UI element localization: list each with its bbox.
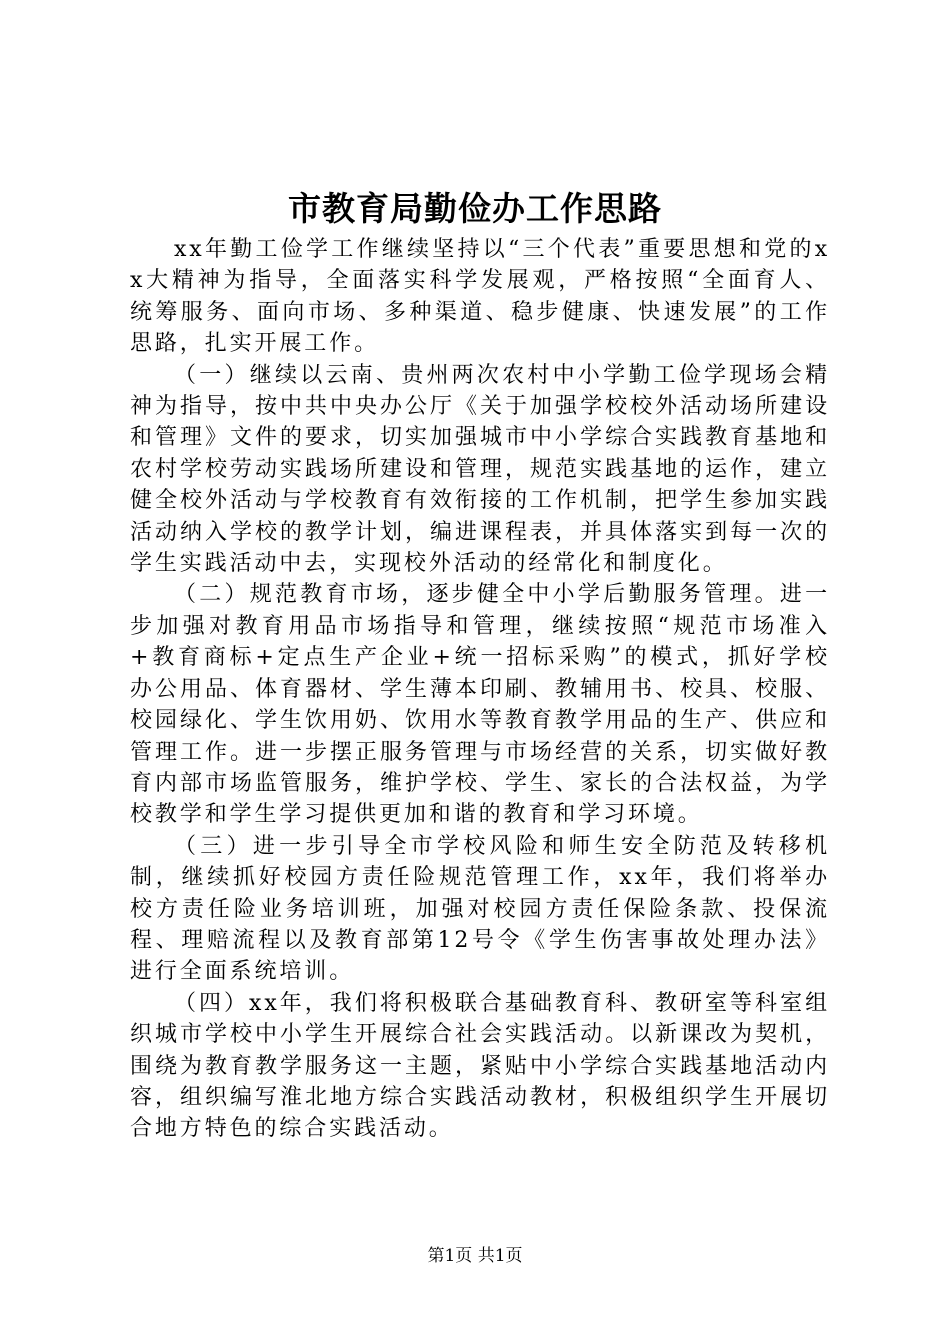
document-body	[130, 234, 830, 1145]
paragraph-intro: xx年勤工俭学工作继续坚持以“三个代表”重要思想和党的xx大精神为指导，全面落实科学发展观，严格按照“全面育人、统筹服务、面向市场、多种渠道、稳步健康、快速发展”的工作思路，扎实开展工作。	[130, 237, 830, 357]
paragraph-section-3: （三）进一步引导全市学校风险和师生安全防范及转移机制，继续抓好校园方责任险规范管理工作，xx年，我们将举办校方责任险业务培训班，加强对校园方责任保险条款、投保流程、理赔流程以及教育部第12号令《学生伤害事故处理办法》进行全面系统培训。	[130, 833, 830, 985]
document-title: 市教育局勤俭办工作思路	[288, 189, 662, 228]
paragraph-section-4: （四）xx年，我们将积极联合基础教育科、教研室等科室组织城市学校中小学生开展综合社会实践活动。以新课改为契机，围绕为教育教学服务这一主题，紧贴中小学综合实践基地活动内容，组织编写淮北地方综合实践活动教材，积极组织学生开展切合地方特色的综合实践活动。	[130, 990, 830, 1142]
paragraph-section-2: （二）规范教育市场，逐步健全中小学后勤服务管理。进一步加强对教育用品市场指导和管理，继续按照“规范市场准入+教育商标+定点生产企业+统一招标采购”的模式，抓好学校办公用品、体育器材、学生薄本印刷、教辅用书、校具、校服、校园绿化、学生饮用奶、饮用水等教育教学用品的生产、供应和管理工作。进一步摆正服务管理与市场经营的关系，切实做好教育内部市场监管服务，维护学校、学生、家长的合法权益，为学校教学和学生学习提供更加和谐的教育和学习环境。	[130, 582, 830, 828]
page-number-footer: 第1页 共1页	[427, 1246, 523, 1266]
paragraph-section-1: （一）继续以云南、贵州两次农村中小学勤工俭学现场会精神为指导，按中共中央办公厅《关于加强学校校外活动场所建设和管理》文件的要求，切实加强城市中小学综合实践教育基地和农村学校劳动实践场所建设和管理，规范实践基地的运作，建立健全校外活动与学校教育有效衔接的工作机制，把学生参加实践活动纳入学校的教学计划，编进课程表，并具体落实到每一次的学生实践活动中去，实现校外活动的经常化和制度化。	[130, 362, 830, 577]
